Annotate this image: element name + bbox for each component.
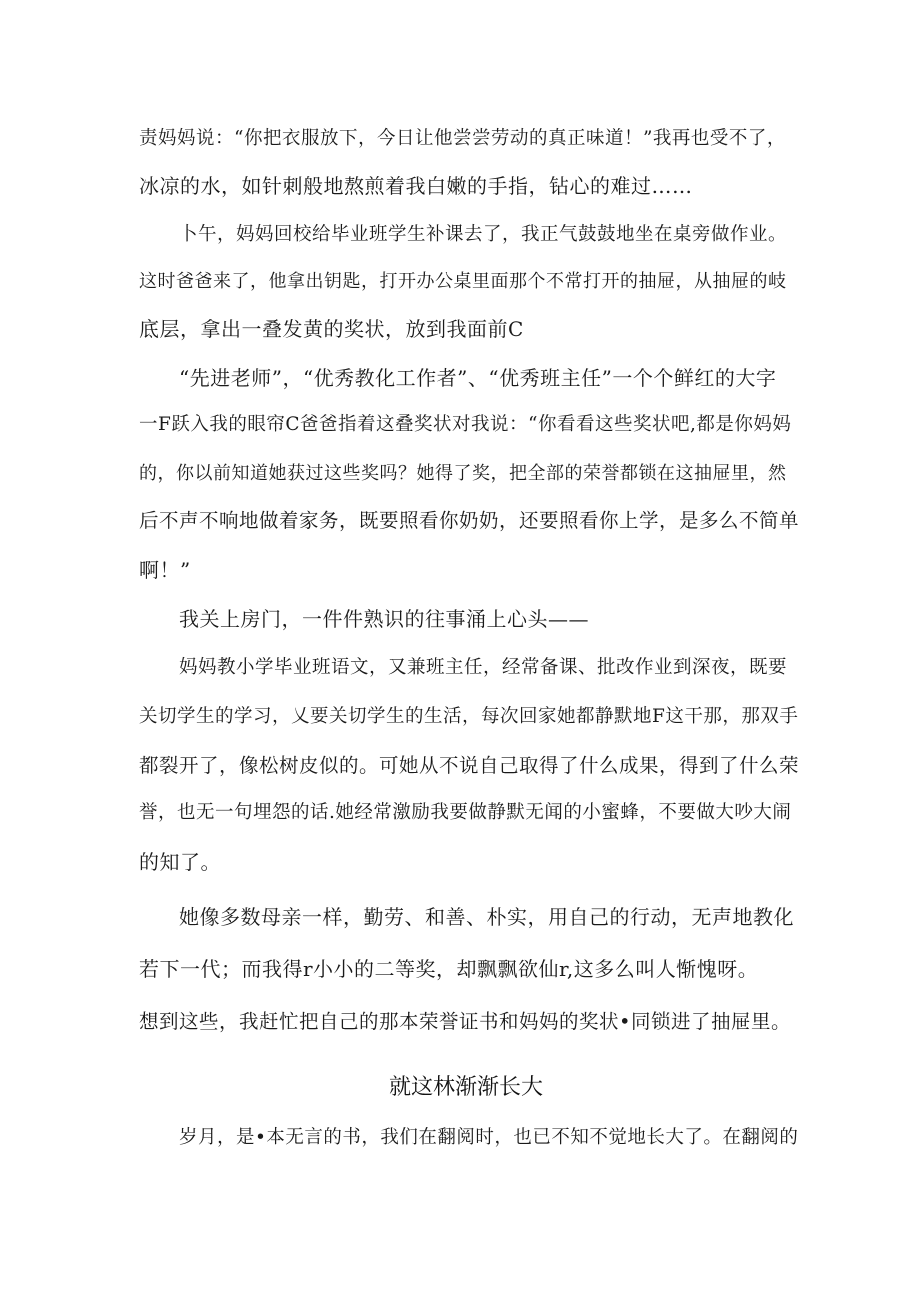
paragraph-line: “先进老师”，“优秀教化工作者”、“优秀班主任”一个个鲜红的大字 — [179, 366, 777, 390]
paragraph-line: 后不声不响地做着家务，既要照看你奶奶，还要照看你上学，是多么不简单 — [139, 509, 800, 532]
section-heading: 就这林渐渐长大 — [389, 1075, 544, 1100]
paragraph-line: 卜午，妈妈回校给毕业班学生补课去了，我正气鼓鼓地坐在桌旁做作业。 — [179, 224, 788, 245]
paragraph-line: 的知了。 — [139, 850, 221, 874]
paragraph-line: 都裂开了，像松树皮似的。可她从不说自己取得了什么成果，得到了什么荣 — [139, 754, 800, 777]
paragraph-line: 冰凉的水，如针刺般地熬煎着我白嫩的手指，钻心的难过…… — [139, 174, 693, 198]
paragraph-line: 若下一代；而我得r小小的二等奖，却飘飘欲仙r,这多么叫人惭愧呀。 — [139, 957, 759, 981]
paragraph-line: 妈妈教小学毕业班语文，又兼班主任，经常备课、批改作业到深夜，既要 — [179, 657, 788, 678]
paragraph-line: 的，你以前知道她获过这些奖吗？她得了奖，把全部的荣誉都锁在这抽屉里，然 — [139, 463, 787, 484]
paragraph-line: 责妈妈说：“你把衣服放下，今日让他尝尝劳动的真正味道！”我再也受不了， — [139, 128, 786, 149]
paragraph-line: 岁月，是•本无言的书，我们在翻阅时，也已不知不觉地长大了。在翻阅的 — [179, 1127, 799, 1148]
paragraph-line: 想到这些，我赶忙把自己的那本荣誉证书和妈妈的奖状•同锁进了抽屉里。 — [139, 1010, 792, 1033]
paragraph-line: 底层，拿出一叠发黄的奖状，放到我面前C — [139, 317, 524, 341]
paragraph-line: 关切学生的学习，乂要关切学生的生活，每次回家她都静默地F这干那，那双手 — [139, 706, 799, 727]
paragraph-line: 一F跃入我的眼帘C爸爸指着这叠奖状对我说：“你看看这些奖状吧,都是你妈妈 — [139, 414, 792, 435]
paragraph-line: 她像多数母亲一样，勤劳、和善、朴实，用自己的行动，无声地教化 — [179, 905, 794, 929]
paragraph-line: 这时爸爸来了，他拿出钥匙，打开办公桌里面那个不常打开的抽屉，从抽屉的岐 — [139, 271, 787, 292]
paragraph-line: 誉，也无一句埋怨的话.她经常激励我要做静默无闻的小蜜蜂，不要做大吵大闹 — [139, 802, 792, 823]
paragraph-line: 啊！” — [139, 558, 191, 582]
paragraph-line: 我关上房门，一件件熟识的往事涌上心头—— — [179, 607, 589, 631]
